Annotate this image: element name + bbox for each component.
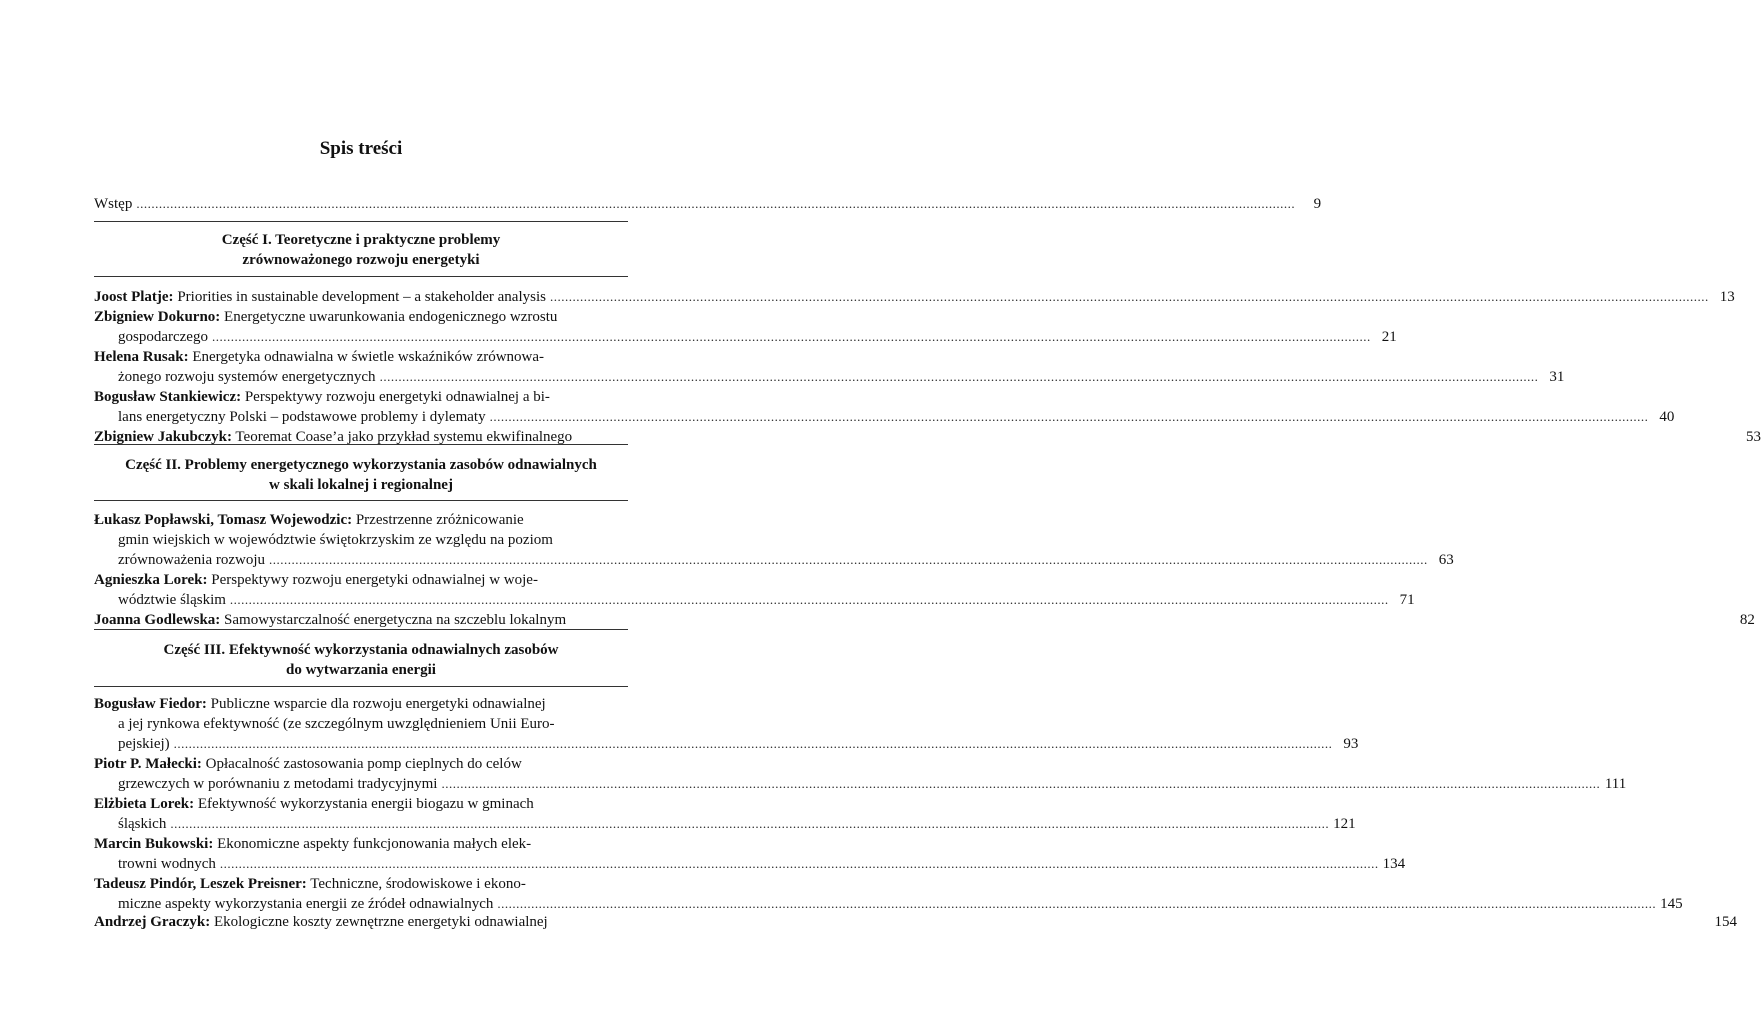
leader-dots	[550, 287, 1709, 307]
page-number: 134	[1382, 856, 1406, 872]
page-number: 93	[1343, 736, 1359, 752]
toc-entry[interactable]	[94, 874, 628, 894]
page-number: 13	[1719, 289, 1735, 305]
page-number: 31	[1549, 369, 1565, 385]
part-heading-line: Część I. Teoretyczne i praktyczne problemy	[221, 232, 501, 248]
entry-author: Bogusław Fiedor:	[94, 696, 207, 712]
entry-title: Ekonomiczne aspekty funkcjonowania małych elek-	[213, 836, 532, 852]
page-title: Spis treści	[319, 138, 403, 159]
entry-title: Samowystarczalność energetyczna na szczeblu lokalnym	[220, 612, 567, 628]
leader-dots	[136, 194, 1295, 214]
leader-dots	[174, 734, 1333, 754]
page-number: 9	[1313, 196, 1322, 212]
toc-entry-continuation[interactable]	[94, 854, 1406, 874]
toc-entry-continuation[interactable]	[94, 894, 1683, 914]
divider	[94, 276, 628, 277]
toc-entry-continuation[interactable]	[94, 530, 628, 550]
entry-title: Techniczne, środowiskowe i ekono-	[306, 876, 526, 892]
leader-dots	[212, 327, 1371, 347]
page-number: 21	[1381, 329, 1397, 345]
toc-entry-continuation[interactable]	[94, 774, 1627, 794]
entry-title: miczne aspekty wykorzystania energii ze źródeł odnawialnych	[118, 896, 494, 912]
page-number: 71	[1399, 592, 1415, 608]
part-heading-line: do wytwarzania energii	[286, 662, 436, 678]
entry-author: Joanna Godlewska:	[94, 612, 221, 628]
entry-author: Łukasz Popławski, Tomasz Wojewodzic:	[94, 512, 353, 528]
toc-entry-continuation[interactable]	[94, 407, 1675, 427]
page-number: 121	[1333, 816, 1356, 832]
entry-author: Tadeusz Pindór, Leszek Preisner:	[94, 876, 307, 892]
entry-title: Perspektywy rozwoju energetyki odnawialnej a bi-	[241, 389, 550, 405]
entry-title: lans energetyczny Polski – podstawowe problemy i dylematy	[118, 409, 486, 425]
entry-title: Efektywność wykorzystania energii biogazu w gminach	[194, 796, 534, 812]
page-number: 111	[1604, 776, 1627, 792]
page-number: 154	[1714, 914, 1737, 930]
entry-title: Ekologiczne koszty zewnętrzne energetyki odnawialnej	[210, 914, 548, 930]
page-number: 53	[1745, 429, 1761, 445]
entry-author: Andrzej Graczyk:	[94, 914, 211, 930]
entry-author: Piotr P. Małecki:	[94, 756, 202, 772]
entry-title: trowni wodnych	[118, 856, 216, 872]
leader-dots	[380, 367, 1539, 387]
entry-title: wództwie śląskim	[118, 592, 226, 608]
entry-title: a jej rynkowa efektywność (ze szczególnym uwzględnieniem Unii Euro-	[118, 716, 555, 732]
toc-entry[interactable]	[94, 387, 628, 407]
toc-entry[interactable]	[94, 510, 628, 530]
part-heading-line: w skali lokalnej i regionalnej	[269, 477, 453, 493]
entry-author: Elżbieta Lorek:	[94, 796, 195, 812]
toc-intro-label: Wstęp	[94, 196, 133, 212]
entry-author: Joost Platje:	[94, 289, 174, 305]
entry-author: Helena Rusak:	[94, 349, 189, 365]
toc-entry[interactable]	[94, 754, 628, 774]
entry-title: pejskiej)	[118, 736, 170, 752]
entry-title: żonego rozwoju systemów energetycznych	[118, 369, 376, 385]
toc-entry[interactable]	[94, 287, 1735, 307]
part-heading-line: zrównoważonego rozwoju energetyki	[242, 252, 480, 268]
entry-author: Zbigniew Dokurno:	[94, 309, 221, 325]
divider	[94, 500, 628, 501]
leader-dots	[220, 854, 1379, 874]
entry-author: Agnieszka Lorek:	[94, 572, 208, 588]
divider	[94, 629, 628, 630]
entry-title: Energetyka odnawialna w świetle wskaźników zrównowa-	[188, 349, 545, 365]
leader-dots	[230, 590, 1389, 610]
toc-entry-continuation[interactable]	[94, 367, 1565, 387]
entry-title: Przestrzenne zróżnicowanie	[352, 512, 524, 528]
toc-entry[interactable]	[94, 794, 628, 814]
leader-dots	[170, 814, 1329, 834]
divider	[94, 444, 628, 445]
page-number: 82	[1739, 612, 1755, 628]
toc-intro-row[interactable]	[94, 194, 1322, 214]
entry-title: Opłacalność zastosowania pomp cieplnych do celów	[201, 756, 522, 772]
entry-title: grzewczych w porównaniu z metodami tradycyjnymi	[118, 776, 438, 792]
part-heading-line: Część III. Efektywność wykorzystania odnawialnych zasobów	[163, 642, 559, 658]
page-number: 40	[1659, 409, 1675, 425]
entry-title: zrównoważenia rozwoju	[118, 552, 266, 568]
divider	[94, 221, 628, 222]
toc-entry[interactable]	[94, 912, 1737, 932]
entry-title: Teoremat Coase’a jako przykład systemu ekwifinalnego	[231, 429, 573, 445]
leader-dots	[490, 407, 1649, 427]
entry-title: gmin wiejskich w województwie świętokrzyskim ze względu na poziom	[118, 532, 553, 548]
entry-title: Publiczne wsparcie dla rozwoju energetyki odnawialnej	[206, 696, 546, 712]
toc-entry-continuation[interactable]	[94, 714, 628, 734]
toc-entry[interactable]	[94, 694, 628, 714]
page-number: 63	[1438, 552, 1454, 568]
entry-title: śląskich	[118, 816, 167, 832]
entry-author: Marcin Bukowski:	[94, 836, 214, 852]
toc-entry[interactable]	[94, 834, 628, 854]
toc-entry-continuation[interactable]	[94, 550, 1454, 570]
entry-title: Energetyczne uwarunkowania endogenicznego wzrostu	[220, 309, 558, 325]
toc-entry[interactable]	[94, 610, 1755, 630]
entry-title: Priorities in sustainable development – a stakeholder analysis	[173, 289, 546, 305]
toc-entry[interactable]	[94, 307, 628, 327]
toc-entry[interactable]	[94, 347, 628, 367]
entry-author: Zbigniew Jakubczyk:	[94, 429, 232, 445]
leader-dots	[497, 894, 1656, 914]
page-number: 145	[1660, 896, 1683, 912]
leader-dots	[441, 774, 1600, 794]
toc-entry-continuation[interactable]	[94, 814, 1356, 834]
entry-title: gospodarczego	[118, 329, 208, 345]
toc-entry[interactable]	[94, 570, 628, 590]
entry-author: Bogusław Stankiewicz:	[94, 389, 242, 405]
leader-dots	[269, 550, 1428, 570]
toc-entry-continuation[interactable]	[94, 734, 1359, 754]
entry-title: Perspektywy rozwoju energetyki odnawialnej w woje-	[207, 572, 538, 588]
toc-entry-continuation[interactable]	[94, 327, 1397, 347]
part-heading-line: Część II. Problemy energetycznego wykorzystania zasobów odnawialnych	[125, 457, 597, 473]
divider	[94, 686, 628, 687]
toc-entry-continuation[interactable]	[94, 590, 1415, 610]
